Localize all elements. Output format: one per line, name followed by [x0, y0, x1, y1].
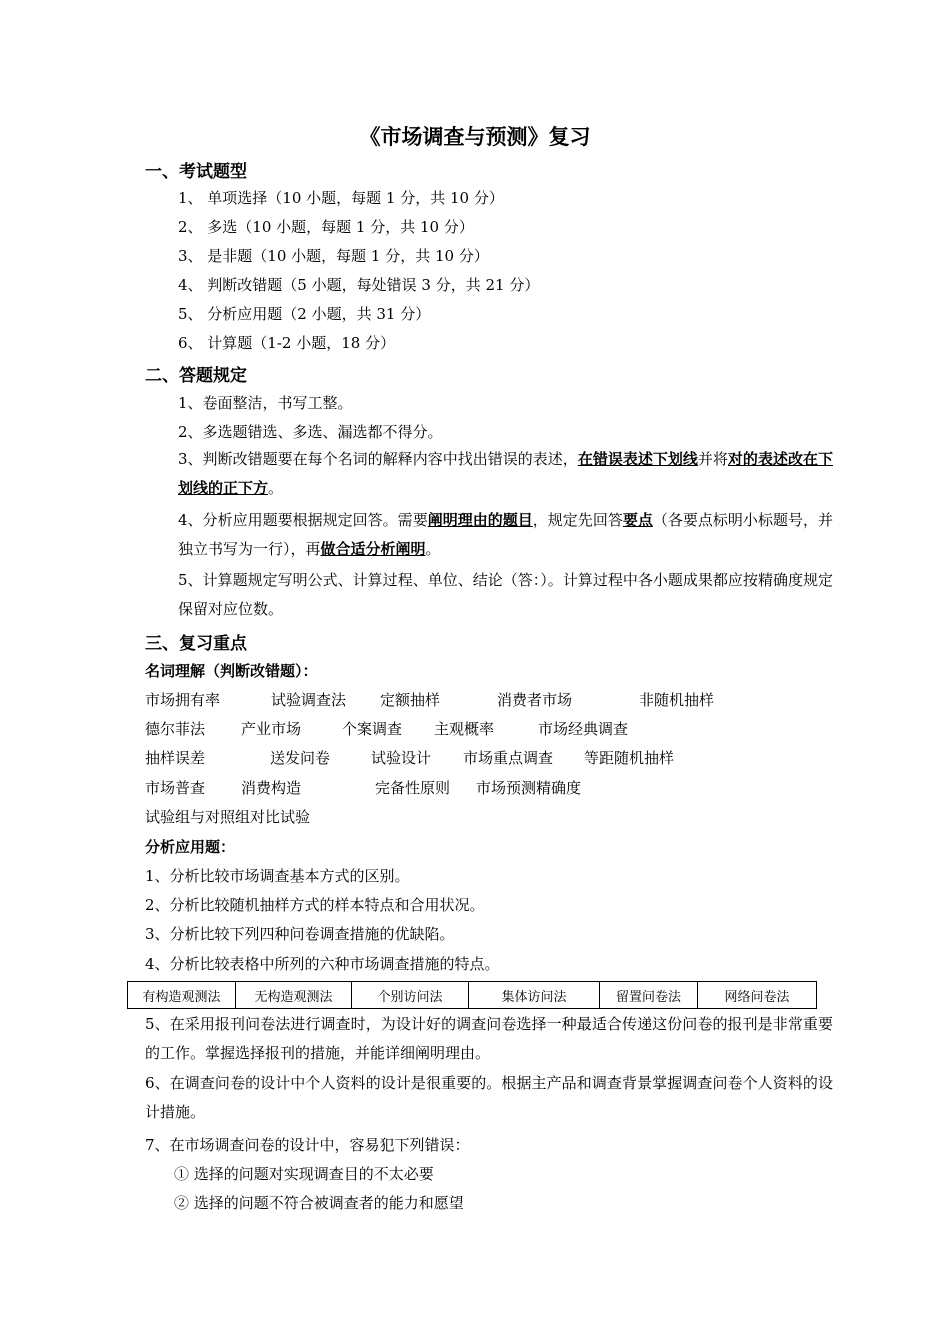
- term: 市场拥有率: [145, 691, 221, 709]
- emphasis-text: 做合适分析阐明: [320, 540, 426, 558]
- list-item: 4、 判断改错题（5 小题，每处错误 3 分，共 21 分）: [178, 276, 540, 294]
- section-heading-exam-types: 一、考试题型: [145, 162, 247, 182]
- question-item: 2、分析比较随机抽样方式的样本特点和合用状况。: [145, 896, 485, 914]
- rule-item: 3、判断改错题要在每个名词的解释内容中找出错误的表述，在错误表述下划线并将对的表述改在下划线的正下方。: [178, 450, 833, 497]
- term: 德尔菲法: [145, 720, 206, 738]
- list-item: 6、 计算题（1-2 小题，18 分）: [178, 334, 396, 352]
- emphasis-text: 在错误表述下划线: [577, 450, 698, 468]
- term: 完备性原则: [375, 779, 451, 797]
- list-item: 3、 是非题（10 小题，每题 1 分，共 10 分）: [178, 247, 489, 265]
- term: 试验设计: [371, 749, 432, 767]
- table-cell: 网络问卷法: [698, 982, 817, 1009]
- term: 等距随机抽样: [584, 749, 675, 767]
- term: 送发问卷: [270, 749, 331, 767]
- term: 产业市场: [241, 720, 302, 738]
- emphasis-text: 阐明理由的题目: [427, 511, 533, 529]
- rule-item: 2、多选题错选、多选、漏选都不得分。: [178, 423, 443, 441]
- term: 市场预测精确度: [476, 779, 582, 797]
- emphasis-text: 对的表述改在下划线的正下方: [178, 450, 833, 497]
- subheading-terms: 名词理解（判断改错题）：: [145, 662, 318, 680]
- question-item: 4、分析比较表格中所列的六种市场调查措施的特点。: [145, 955, 500, 973]
- term: 主观概率: [434, 720, 495, 738]
- list-item: 2、 多选（10 小题，每题 1 分，共 10 分）: [178, 218, 474, 236]
- question-item: 7、在市场调查问卷的设计中，容易犯下列错误：: [145, 1136, 470, 1154]
- term: 消费构造: [241, 779, 302, 797]
- rule-item: 5、计算题规定写明公式、计算过程、单位、结论（答：）。计算过程中各小题成果都应按精确度规定保留对应位数。: [178, 571, 833, 618]
- term: 试验调查法: [271, 691, 347, 709]
- term: 市场重点调查: [463, 749, 554, 767]
- list-item: ① 选择的问题对实现调查目的不太必要: [174, 1165, 434, 1183]
- term: 试验组与对照组对比试验: [145, 808, 311, 826]
- table-row: [128, 982, 817, 1009]
- question-item: 1、分析比较市场调查基本方式的区别。: [145, 867, 410, 885]
- table-cell: 集体访问法: [469, 982, 600, 1009]
- table-cell: 有构造观测法: [128, 982, 236, 1009]
- rule-item: 4、分析应用题要根据规定回答。需要阐明理由的题目，规定先回答要点（各要点标明小标题号，并独立书写为一行），再做合适分析阐明。: [178, 511, 833, 558]
- question-item: 3、分析比较下列四种问卷调查措施的优缺陷。: [145, 925, 455, 943]
- page-title: 《市场调查与预测》复习: [359, 124, 591, 149]
- table-cell: 无构造观测法: [236, 982, 352, 1009]
- term: 消费者市场: [497, 691, 573, 709]
- term: 市场经典调查: [538, 720, 629, 738]
- term: 定额抽样: [380, 691, 441, 709]
- question-item: 6、在调查问卷的设计中个人资料的设计是很重要的。根据主产品和调查背景掌握调查问卷个人资料的设计措施。: [145, 1074, 833, 1121]
- question-item: 5、在采用报刊问卷法进行调查时，为设计好的调查问卷选择一种最适合传递这份问卷的报刊是非常重要的工作。掌握选择报刊的措施，并能详细阐明理由。: [145, 1015, 833, 1062]
- section-heading-review-focus: 三、复习重点: [145, 634, 247, 654]
- term: 个案调查: [342, 720, 403, 738]
- list-item: 5、 分析应用题（2 小题，共 31 分）: [178, 305, 431, 323]
- section-heading-answer-rules: 二、答题规定: [145, 366, 247, 386]
- list-item: ② 选择的问题不符合被调查者的能力和愿望: [174, 1194, 464, 1212]
- rule-item: 1、卷面整洁，书写工整。: [178, 394, 353, 412]
- term: 抽样误差: [145, 749, 206, 767]
- list-item: 1、 单项选择（10 小题，每题 1 分，共 10 分）: [178, 189, 504, 207]
- term: 市场普查: [145, 779, 206, 797]
- methods-table: [127, 981, 817, 1009]
- table-cell: 个别访问法: [352, 982, 469, 1009]
- term: 非随机抽样: [639, 691, 715, 709]
- subheading-analysis: 分析应用题：: [145, 838, 236, 856]
- table-cell: 留置问卷法: [600, 982, 698, 1009]
- emphasis-text: 要点: [622, 511, 653, 529]
